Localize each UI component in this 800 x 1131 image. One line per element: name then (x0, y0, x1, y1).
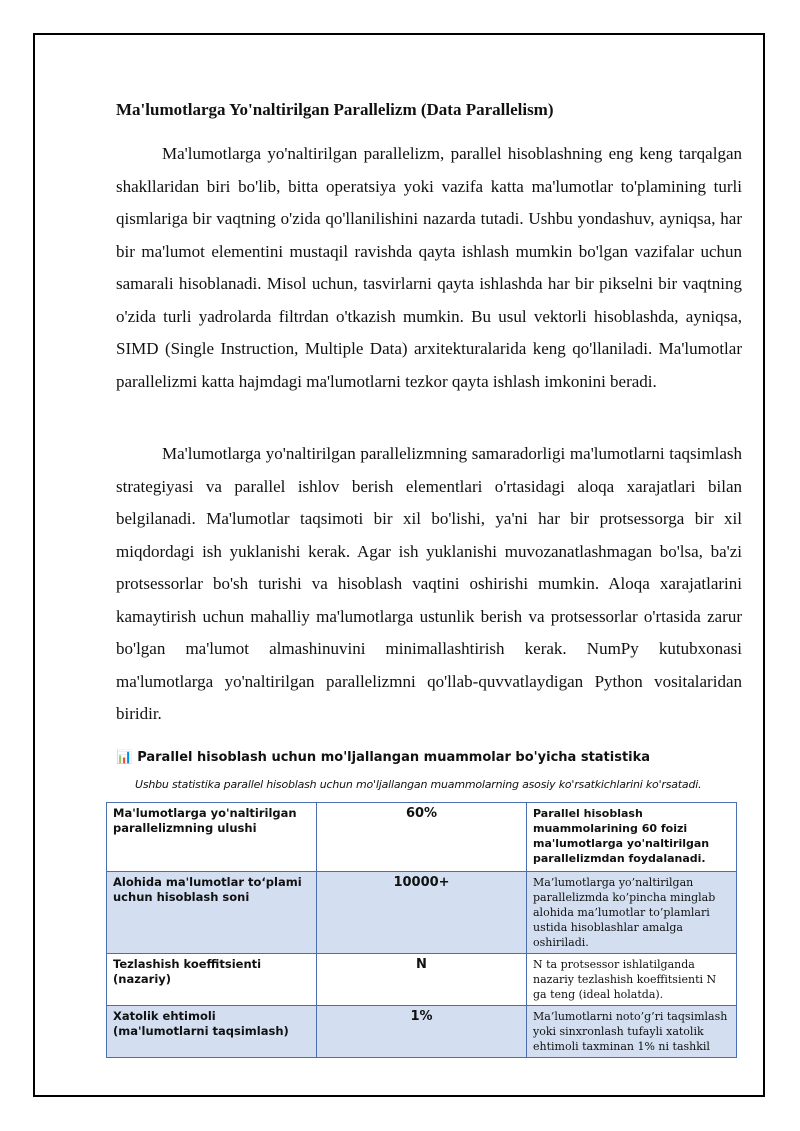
row-note: N ta protsessor ishlatilganda nazariy tezlashish koeffitsienti N ga teng (ideal holatda). (527, 954, 737, 1006)
row-label: Alohida ma'lumotlar to‘plami uchun hisoblash soni (107, 872, 317, 954)
paragraph-1: Ma'lumotlarga yo'naltirilgan parallelizm, parallel hisoblashning eng keng tarqalgan shakllaridan biri bo'lib, bitta operatsiya yoki vazifa katta ma'lumotlar to'plamining turli qismlariga bir vaqtning o'zida qo'llanilishini nazarda tutadi. Ushbu yondashuv, ayniqsa, har bir ma'lumot elementini mustaqil ravishda qayta ishlash mumkin bo'lgan vazifalar uchun samarali hisoblanadi. Misol uchun, tasvirlarni qayta ishlashda har bir pikselni bir vaqtning o'zida turli yadrolarda filtrdan o'tkazish mumkin. Bu usul vektorli hisoblashda, ayniqsa, SIMD (Single Instruction, Multiple Data) arxitekturalarida keng qo'llaniladi. Ma'lumotlar parallelizmi katta hajmdagi ma'lumotlarni tezkor qayta ishlash imkonini beradi. (116, 144, 742, 391)
row-value: 10000+ (317, 872, 527, 954)
row-label: Xatolik ehtimoli (ma'lumotlarni taqsimlash) (107, 1006, 317, 1058)
table-row (107, 872, 737, 954)
row-note: Parallel hisoblash muammolarining 60 foizi ma'lumotlarga yo'naltirilgan parallelizmdan foydalanadi. (527, 803, 737, 872)
row-value: N (317, 954, 527, 1006)
row-label: Ma'lumotlarga yo'naltirilgan parallelizmning ulushi (107, 803, 317, 872)
table-row (107, 1006, 737, 1058)
stats-description: Ushbu statistika parallel hisoblash uchun mo'ljallangan muammolarning asosiy ko'rsatkichlarini ko'rsatadi. (135, 778, 702, 791)
stats-title-text: Parallel hisoblash uchun mo'ljallangan muammolar bo'yicha statistika (137, 750, 651, 765)
table-row (107, 954, 737, 1006)
row-note: Ma’lumotlarga yo’naltirilgan parallelizmda ko’pincha minglab alohida ma’lumotlar to’plamlari ustida hisoblashlar amalga oshiriladi. (527, 872, 737, 954)
stats-table (106, 802, 737, 1058)
row-value: 1% (317, 1006, 527, 1058)
paragraph-2: Ma'lumotlarga yo'naltirilgan parallelizmning samaradorligi ma'lumotlarni taqsimlash strategiyasi va parallel ishlov berish elementlari o'rtasidagi aloqa xarajatlari bilan belgilanadi. Ma'lumotlar taqsimoti bir xil bo'lishi, ya'ni har bir protsessorga bir xil miqdordagi ish yuklanishi kerak. Agar ish yuklanishi muvozanatlashmagan bo'lsa, ba'zi protsessorlar bo'sh turishi va hisoblash vaqtini oshirishi mumkin. Aloqa xarajatlarini kamaytirish uchun mahalliy ma'lumotlarga ustunlik berish va protsessorlar o'rtasida zarur bo'lgan ma'lumot almashinuvini minimallashtirish kerak. NumPy kutubxonasi ma'lumotlarga yo'naltirilgan parallelizmni qo'llab-quvvatlaydigan Python vositalaridan biridir. (116, 444, 742, 723)
section-heading: Ma'lumotlarga Yo'naltirilgan Parallelizm (Data Parallelism) (116, 100, 554, 119)
row-note: Ma’lumotlarni noto’g’ri taqsimlash yoki sinxronlash tufayli xatolik ehtimoli taxminan 1% ni tashkil (527, 1006, 737, 1058)
row-label: Tezlashish koeffitsienti (nazariy) (107, 954, 317, 1006)
table-row (107, 803, 737, 872)
bar-chart-icon: 📊 (116, 750, 133, 765)
row-value: 60% (317, 803, 527, 872)
stats-title (116, 750, 650, 765)
